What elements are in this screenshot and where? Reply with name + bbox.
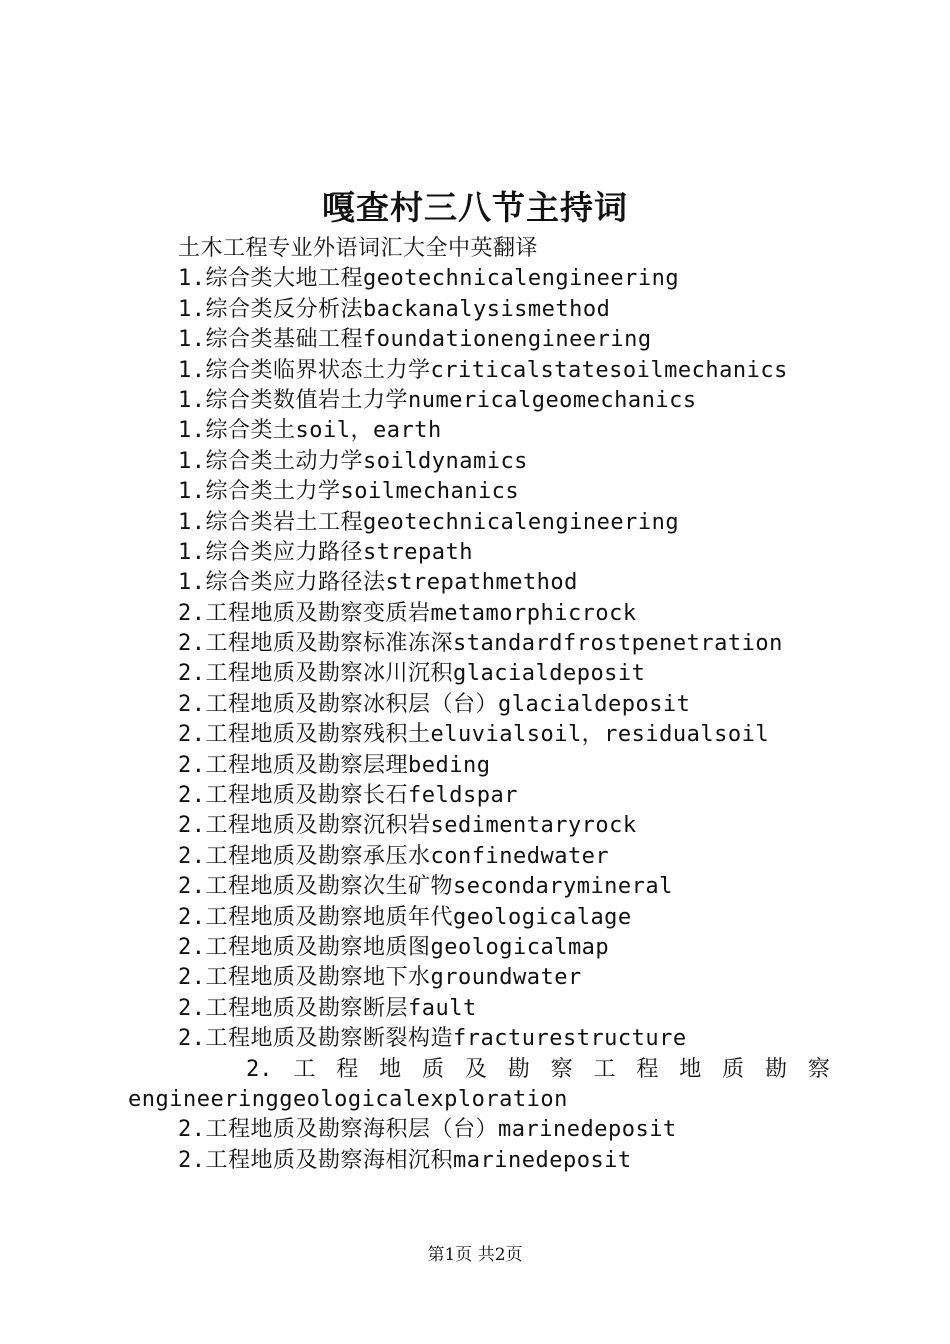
term-line-justified	[128, 1055, 830, 1085]
term-list-before	[128, 264, 830, 1054]
justified-char: 察	[550, 1056, 573, 1082]
justified-char: 程	[336, 1056, 359, 1082]
justified-char: 质	[722, 1056, 745, 1082]
document-title: 嘎查村三八节主持词	[322, 188, 628, 227]
justified-char: 及	[464, 1056, 487, 1082]
justified-char: 地	[679, 1056, 702, 1082]
document-subtitle: 土木工程专业外语词汇大全中英翻译	[178, 236, 539, 261]
term-line: 1.综合类土soil，earth	[178, 418, 442, 444]
term-line: 1.综合类大地工程geotechnicalengineering	[178, 266, 680, 292]
document-body	[128, 234, 830, 1176]
term-line: 2.工程地质及勘察海积层（台）marinedeposit	[178, 1117, 677, 1143]
term-line: 2.工程地质及勘察冰川沉积glacialdeposit	[178, 661, 646, 687]
term-line: 2.工程地质及勘察沉积岩sedimentaryrock	[178, 813, 637, 839]
term-list-after	[128, 1115, 830, 1176]
term-line: 2.工程地质及勘察地下水groundwater	[178, 965, 582, 991]
term-line: 2.工程地质及勘察冰积层（台）glacialdeposit	[178, 691, 691, 717]
term-line: 1.综合类反分析法backanalysismethod	[178, 296, 611, 322]
term-line: 2.工程地质及勘察断裂构造fracturestructure	[178, 1026, 687, 1052]
term-line: 2.工程地质及勘察长石feldspar	[178, 783, 518, 809]
justified-char: 勘	[764, 1056, 787, 1082]
term-line: 1.综合类数值岩土力学numericalgeomechanics	[178, 387, 697, 413]
justified-char: 工	[293, 1056, 316, 1082]
term-line: 1.综合类土动力学soildynamics	[178, 448, 528, 474]
justified-char: 勘	[507, 1056, 530, 1082]
term-line-wrapped: engineeringgeologicalexploration	[128, 1086, 568, 1112]
justified-char: 质	[421, 1056, 444, 1082]
term-line: 2.工程地质及勘察断层fault	[178, 995, 477, 1021]
term-line: 1.综合类应力路径法strepathmethod	[178, 570, 578, 596]
term-line: 2.工程地质及勘察海相沉积marinedeposit	[178, 1147, 632, 1173]
term-line: 1.综合类基础工程foundationengineering	[178, 327, 652, 353]
justified-char: 察	[807, 1056, 830, 1082]
justified-char: 2.	[246, 1056, 273, 1082]
term-line: 2.工程地质及勘察层理beding	[178, 752, 491, 778]
term-line: 1.综合类应力路径strepath	[178, 539, 473, 565]
term-line: 1.综合类临界状态土力学criticalstatesoilmechanics	[178, 357, 788, 383]
term-line: 2.工程地质及勘察次生矿物secondarymineral	[178, 874, 673, 900]
term-line: 2.工程地质及勘察地质年代geologicalage	[178, 904, 632, 930]
term-line: 2.工程地质及勘察变质岩metamorphicrock	[178, 600, 637, 626]
page-footer: 第1页 共2页	[427, 1245, 523, 1265]
term-line: 2.工程地质及勘察地质图geologicalmap	[178, 934, 610, 960]
justified-char: 地	[379, 1056, 402, 1082]
justified-char: 工	[593, 1056, 616, 1082]
term-line: 2.工程地质及勘察标准冻深standardfrostpenetration	[178, 631, 783, 657]
term-line: 1.综合类土力学soilmechanics	[178, 479, 520, 505]
term-line: 2.工程地质及勘察残积土eluvialsoil，residualsoil	[178, 722, 770, 748]
justified-char: 程	[636, 1056, 659, 1082]
term-line: 1.综合类岩土工程geotechnicalengineering	[178, 509, 680, 535]
term-line: 2.工程地质及勘察承压水confinedwater	[178, 843, 610, 869]
